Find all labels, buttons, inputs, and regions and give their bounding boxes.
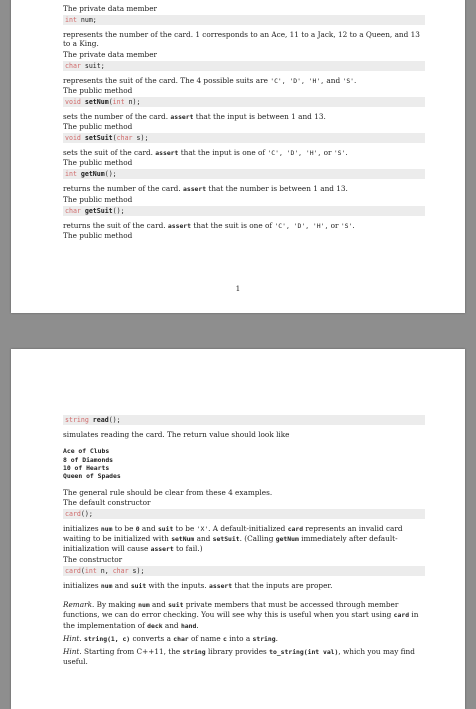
section-heading: The constructor	[63, 554, 123, 564]
code-declaration-getnum: int getNum();	[63, 169, 425, 179]
code-declaration-card: card();	[63, 509, 425, 519]
code-declaration-getsuit: char getSuit();	[63, 206, 425, 216]
hint-paragraph: Hint. Starting from C++11, the string library provides to_string(int val), which you may find useful.	[63, 647, 415, 667]
section-heading: The public method	[63, 122, 133, 132]
general-rule: The general rule should be clear from these 4 examples.	[63, 488, 273, 498]
section-heading: The public method	[63, 85, 133, 95]
example-line: 8 of Diamonds	[63, 455, 114, 464]
hint-paragraph: Hint. string(1, c) converts a char of name c into a string.	[63, 633, 278, 643]
example-output	[63, 447, 425, 480]
example-line: Queen of Spades	[63, 472, 121, 481]
example-line: Ace of Clubs	[63, 447, 110, 456]
section-heading: The private data member	[63, 49, 157, 59]
default-ctor-description: initializes num to be 0 and suit to be 'X'. A default-initialized card represents an invalid card waiting to be initialized with setNum and setSuit. (Calling getNum immediately after default-initialization will cause assert to fail.)	[63, 523, 403, 554]
section-heading: The public method	[63, 194, 133, 204]
num-description: represents the number of the card. 1 corresponds to an Ace, 11 to a Jack, 12 to a Queen, and 13 to a King.	[63, 30, 420, 49]
section-heading: The default constructor	[63, 497, 151, 507]
ctor-description: initializes num and suit with the inputs. assert that the inputs are proper.	[63, 580, 333, 590]
section-heading: The public method	[63, 231, 133, 241]
section-heading: The public method	[63, 158, 133, 168]
code-declaration-num: int num;	[63, 15, 425, 25]
getsuit-description: returns the suit of the card. assert that the suit is one of 'C', 'D', 'H', or 'S'.	[63, 220, 355, 230]
code-declaration-card-ctor: card(int n, char s);	[63, 566, 425, 576]
setnum-description: sets the number of the card. assert that the input is between 1 and 13.	[63, 111, 326, 121]
code-declaration-setnum: void setNum(int n);	[63, 97, 425, 107]
suit-description: represents the suit of the card. The 4 possible suits are 'C', 'D', 'H', and 'S'.	[63, 75, 357, 85]
setsuit-description: sets the suit of the card. assert that the input is one of 'C', 'D', 'H', or 'S'.	[63, 148, 348, 158]
code-declaration-suit: char suit;	[63, 61, 425, 71]
document-page-1	[11, 0, 465, 313]
example-line: 10 of Hearts	[63, 463, 110, 472]
document-page-2	[11, 349, 465, 709]
code-declaration-read: string read();	[63, 415, 425, 425]
code-declaration-setsuit: void setSuit(char s);	[63, 133, 425, 143]
getnum-description: returns the number of the card. assert that the number is between 1 and 13.	[63, 184, 348, 194]
section-heading: The private data member	[63, 4, 157, 13]
remark-paragraph: Remark. By making num and suit private members that must be accessed through member functions, we can do error checking. You will see why this is useful when you start using card in the implementation of deck and hand.	[63, 599, 419, 630]
page-number: 1	[235, 284, 241, 293]
read-description: simulates reading the card. The return value should look like	[63, 430, 290, 439]
